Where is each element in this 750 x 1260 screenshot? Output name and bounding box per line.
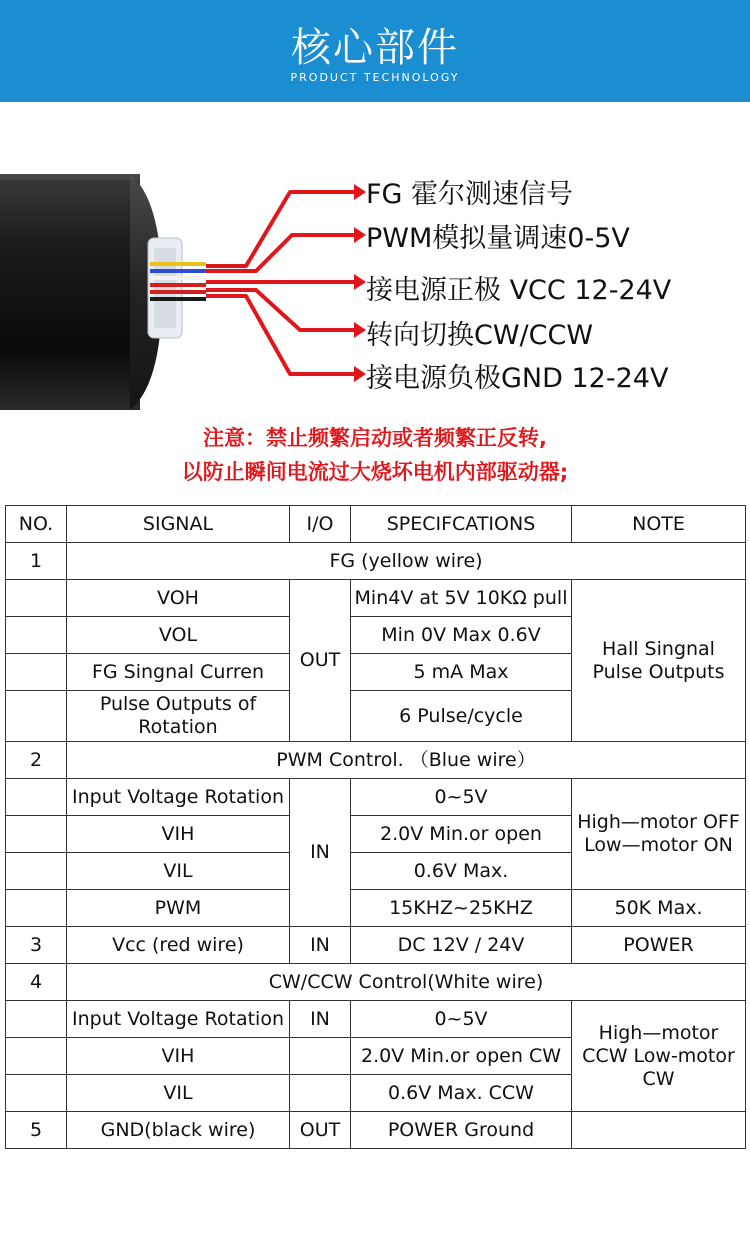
- table-row: [6, 927, 746, 964]
- spec-cell: Min4V at 5V 10KΩ pull: [351, 580, 572, 617]
- wire-arrows: [206, 184, 366, 382]
- signal-cell: VOH: [67, 580, 290, 617]
- spec-cell: DC 12V / 24V: [351, 927, 572, 964]
- table-row: [6, 964, 746, 1001]
- wire-label-cw-ccw: 转向切换CW/CCW: [366, 320, 594, 351]
- section-title: CW/CCW Control(White wire): [67, 964, 746, 1001]
- table-header-row: [6, 506, 746, 543]
- table-row: [6, 779, 746, 816]
- section-title: PWM Control. （Blue wire）: [67, 742, 746, 779]
- signal-cell: VIL: [67, 853, 290, 890]
- wire-label-gnd: 接电源负极GND 12-24V: [366, 363, 669, 394]
- arrow-head-gnd: [354, 366, 366, 382]
- signal-cell: VIL: [67, 1075, 290, 1112]
- motor-body: [0, 174, 162, 410]
- row-no-empty: [6, 816, 67, 853]
- signal-cell: FG Singnal Curren: [67, 654, 290, 691]
- spec-cell: 5 mA Max: [351, 654, 572, 691]
- table-row: [6, 1112, 746, 1149]
- signal-cell: VIH: [67, 1038, 290, 1075]
- row-no: 3: [6, 927, 67, 964]
- row-no: 4: [6, 964, 67, 1001]
- note-cell: Hall Singnal Pulse Outputs: [572, 580, 746, 742]
- spec-table: [5, 505, 746, 1149]
- row-no-empty: [6, 890, 67, 927]
- header-note: NOTE: [572, 506, 746, 543]
- row-no-empty: [6, 1075, 67, 1112]
- row-no-empty: [6, 1001, 67, 1038]
- row-no: 5: [6, 1112, 67, 1149]
- row-no-empty: [6, 779, 67, 816]
- table-row: [6, 890, 746, 927]
- header-signal: SIGNAL: [67, 506, 290, 543]
- signal-cell: VIH: [67, 816, 290, 853]
- note-cell: [572, 1112, 746, 1149]
- row-no: 1: [6, 543, 67, 580]
- header-no: NO.: [6, 506, 67, 543]
- note-cell: High—motor CCW Low-motor CW: [572, 1001, 746, 1112]
- arrow-head-pwm: [354, 227, 366, 243]
- table-row: [6, 543, 746, 580]
- note-cell: 50K Max.: [572, 890, 746, 927]
- spec-cell: 0~5V: [351, 1001, 572, 1038]
- header-banner: [0, 0, 750, 102]
- note-cell: POWER: [572, 927, 746, 964]
- spec-cell: 2.0V Min.or open: [351, 816, 572, 853]
- row-no-empty: [6, 1038, 67, 1075]
- spec-cell: POWER Ground: [351, 1112, 572, 1149]
- io-cell: IN: [290, 779, 351, 927]
- spec-cell: 0.6V Max.: [351, 853, 572, 890]
- io-empty: [290, 1038, 351, 1075]
- row-no-empty: [6, 654, 67, 691]
- signal-cell: GND(black wire): [67, 1112, 290, 1149]
- signal-cell: Pulse Outputs of Rotation: [67, 691, 290, 742]
- arrow-line-gnd: [206, 296, 354, 374]
- table-row: [6, 742, 746, 779]
- arrow-head-fg: [354, 184, 366, 200]
- wire-connector: [148, 238, 182, 338]
- row-no-empty: [6, 617, 67, 654]
- spec-cell: 6 Pulse/cycle: [351, 691, 572, 742]
- signal-cell: Vcc (red wire): [67, 927, 290, 964]
- header-specifications: SPECIFCATIONS: [351, 506, 572, 543]
- spec-cell: 0.6V Max. CCW: [351, 1075, 572, 1112]
- table-row: [6, 580, 746, 617]
- notice-line-2: 以防止瞬间电流过大烧坏电机内部驱动器;: [181, 460, 569, 484]
- signal-cell: VOL: [67, 617, 290, 654]
- spec-cell: 0~5V: [351, 779, 572, 816]
- io-cell: IN: [290, 1001, 351, 1038]
- table-row: [6, 1001, 746, 1038]
- spec-cell: 15KHZ~25KHZ: [351, 890, 572, 927]
- arrow-head-cw-ccw: [354, 322, 366, 338]
- header-io: I/O: [290, 506, 351, 543]
- notice-line-1: 注意：禁止频繁启动或者频繁正反转,: [203, 426, 547, 450]
- row-no: 2: [6, 742, 67, 779]
- wire-label-vcc: 接电源正极 VCC 12-24V: [366, 275, 672, 306]
- page-subtitle: PRODUCT TECHNOLOGY: [290, 71, 460, 84]
- page-title: 核心部件: [291, 25, 459, 71]
- signal-cell: PWM: [67, 890, 290, 927]
- signal-cell: Input Voltage Rotation: [67, 779, 290, 816]
- note-cell: High—motor OFF Low—motor ON: [572, 779, 746, 890]
- io-cell: OUT: [290, 1112, 351, 1149]
- wire-label-fg: FG 霍尔测速信号: [366, 179, 574, 210]
- arrow-line-fg: [206, 192, 354, 266]
- row-no-empty: [6, 691, 67, 742]
- row-no-empty: [6, 853, 67, 890]
- spec-cell: Min 0V Max 0.6V: [351, 617, 572, 654]
- io-cell: OUT: [290, 580, 351, 742]
- row-no-empty: [6, 580, 67, 617]
- arrow-head-vcc: [354, 274, 366, 290]
- signal-cell: Input Voltage Rotation: [67, 1001, 290, 1038]
- section-title: FG (yellow wire): [67, 543, 746, 580]
- spec-cell: 2.0V Min.or open CW: [351, 1038, 572, 1075]
- io-empty: [290, 1075, 351, 1112]
- io-cell: IN: [290, 927, 351, 964]
- wire-label-pwm: PWM模拟量调速0-5V: [366, 223, 630, 254]
